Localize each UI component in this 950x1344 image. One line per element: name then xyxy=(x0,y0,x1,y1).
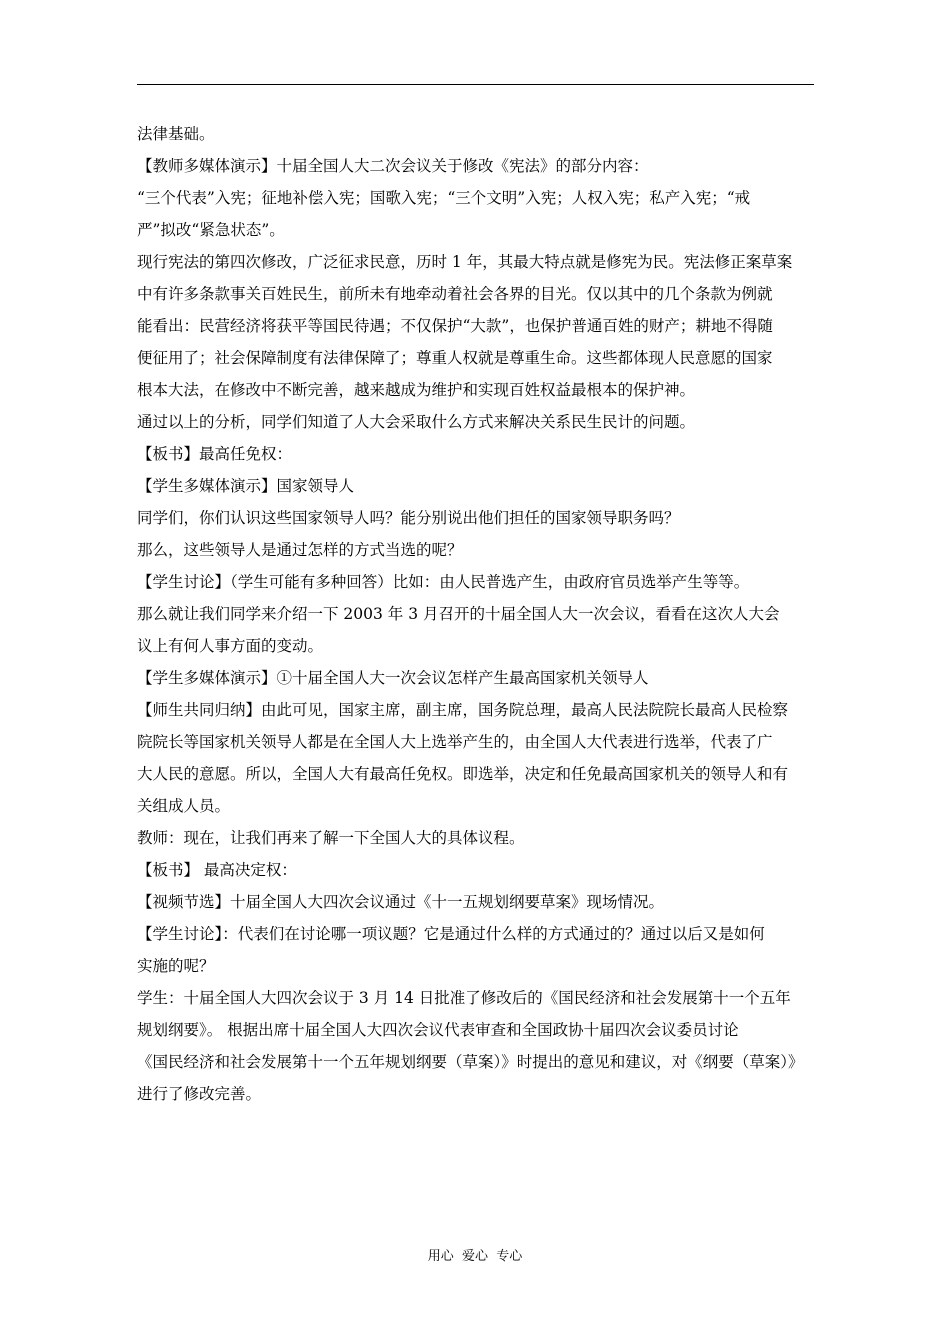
text-line: 【学生讨论】：代表们在讨论哪一项议题？它是通过什么样的方式通过的？通过以后又是如何 xyxy=(137,925,765,943)
text-line: 严”拟改“紧急状态”。 xyxy=(137,221,285,239)
text-line: 通过以上的分析，同学们知道了人大会采取什么方式来解决关系民生民计的问题。 xyxy=(137,413,696,431)
text-line: 【师生共同归纳】由此可见，国家主席，副主席，国务院总理，最高人民法院院长最高人民检察 xyxy=(137,701,789,719)
page-footer: 用心 爱心 专心 xyxy=(427,1249,523,1264)
text-line: 中有许多条款事关百姓民生，前所未有地牵动着社会各界的目光。仅以其中的几个条款为例就 xyxy=(137,285,773,303)
text-line: 【教师多媒体演示】十届全国人大二次会议关于修改《宪法》的部分内容： xyxy=(137,157,649,175)
text-line: 便征用了；社会保障制度有法律保障了；尊重人权就是尊重生命。这些都体现人民意愿的国家 xyxy=(137,349,773,367)
text-line: 那么，这些领导人是通过怎样的方式当选的呢？ xyxy=(137,541,463,559)
text-line: 教师：现在，让我们再来了解一下全国人大的具体议程。 xyxy=(137,829,525,847)
text-line: 【视频节选】十届全国人大四次会议通过《十一五规划纲要草案》现场情况。 xyxy=(137,893,665,911)
text-line: 规划纲要》。 根据出席十届全国人大四次会议代表审查和全国政协十届四次会议委员讨论 xyxy=(137,1021,739,1039)
text-line: 【板书】 最高决定权： xyxy=(137,861,297,879)
text-line: 法律基础。 xyxy=(137,125,215,143)
text-line: 关组成人员。 xyxy=(137,797,231,815)
text-line: 进行了修改完善。 xyxy=(137,1085,262,1103)
text-line: “三个代表”入宪；征地补偿入宪；国歌入宪；“三个文明”入宪；人权入宪；私产入宪；“戒 xyxy=(137,189,751,207)
text-line: 【板书】最高任免权： xyxy=(137,445,293,463)
text-line: 院院长等国家机关领导人都是在全国人大上选举产生的，由全国人大代表进行选举，代表了广 xyxy=(137,733,773,751)
text-line: 那么就让我们同学来介绍一下 2003 年 3 月召开的十届全国人大一次会议，看看在这次人大会 xyxy=(137,605,780,623)
header-rule xyxy=(137,84,814,85)
text-line: 学生：十届全国人大四次会议于 3 月 14 日批准了修改后的《国民经济和社会发展第十一个五年 xyxy=(137,989,791,1007)
text-line: 议上有何人事方面的变动。 xyxy=(137,637,324,655)
text-line: 大人民的意愿。所以，全国人大有最高任免权。即选举，决定和任免最高国家机关的领导人和有 xyxy=(137,765,789,783)
text-line: 同学们，你们认识这些国家领导人吗？能分别说出他们担任的国家领导职务吗？ xyxy=(137,509,680,527)
text-line: 【学生多媒体演示】国家领导人 xyxy=(137,477,355,495)
text-line: 能看出：民营经济将获平等国民待遇；不仅保护“大款”，也保护普通百姓的财产；耕地不得随 xyxy=(137,317,773,335)
text-line: 现行宪法的第四次修改，广泛征求民意，历时 1 年，其最大特点就是修宪为民。宪法修正案草案 xyxy=(137,253,793,271)
text-line: 【学生讨论】（学生可能有多种回答）比如：由人民普选产生，由政府官员选举产生等等。 xyxy=(137,573,750,591)
document-body xyxy=(137,118,817,1110)
text-line: 根本大法，在修改中不断完善，越来越成为维护和实现百姓权益最根本的保护神。 xyxy=(137,381,696,399)
text-line: 实施的呢？ xyxy=(137,957,215,975)
text-line: 《国民经济和社会发展第十一个五年规划纲要（草案）》时提出的意见和建议，对《纲要（草案）》 xyxy=(137,1053,804,1071)
text-line: 【学生多媒体演示】①十届全国人大一次会议怎样产生最高国家机关领导人 xyxy=(137,669,649,687)
